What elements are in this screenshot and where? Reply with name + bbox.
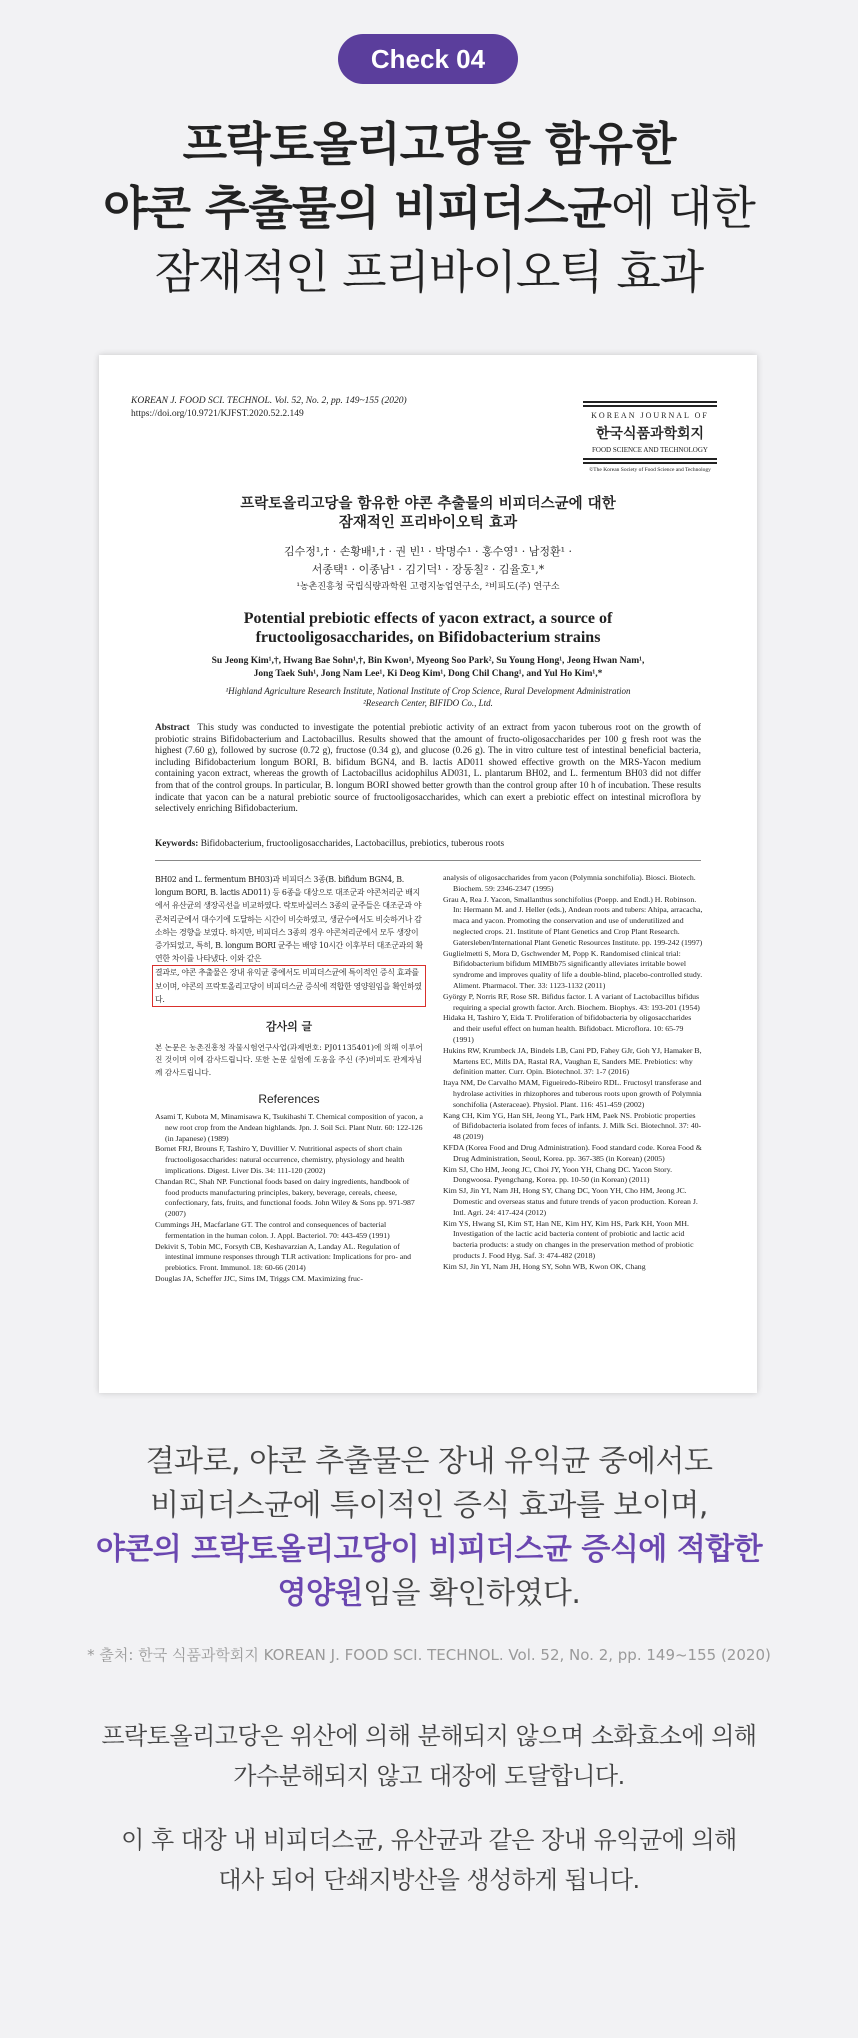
reference-item: Kim SJ, Cho HM, Jeong JC, Choi JY, Yoon YH, Chang DC. Yacon Story. Dongwoosa. Pyengchang, Korea. pp. 10-50 (in Korean) (2011): [443, 1164, 673, 1185]
paper-title-english-line-2: fructooligosaccharides, on Bifidobacterium strains: [255, 629, 601, 646]
abstract-text: This study was conducted to investigate the potential prebiotic activity of an extract from yacon tuberous root on the growth of probiotic strains Bifidobacterium and Lactobacillus. Results showed that the amount of fructo-oligosaccharides per 100 g fresh root was the highest (7.60 g), followed by sucrose (0.72 g), fructose (0.34 g), and glucose (0.26 g). The in vitro culture test of intestinal beneficial bacteria, including Bifidobacterium longum BORI, B. bifidum BGN4, and B. lactis AD011 showed effective growth on the MRS-Yacon medium containing yacon extract, whereas the growth of Lactobacillus acidophilus AD031, L. plantarum BH02, and L. fermentum BH03 did not differ from that of the control groups. In particular, B. longum BORI showed better growth than the control group after 10 h of incubation. These results indicate that yacon can be a natural prebiotic source of fructooligosaccharides, which can exert a prebiotic effect on intestinal microflora by selectively enriching Bifidobacterium.: [155, 723, 701, 815]
reference-item: Bornet FRJ, Brouns F, Tashiro Y, Duvillier V. Nutritional aspects of short chain fructooligosaccharides: natural occurrence, chemistry, physiology and health implications. Digest. Liver Dis. 34: 111-120 (2002): [155, 1144, 405, 1175]
reference-item: Cummings JH, Macfarlane GT. The control and consequences of bacterial fermentation in the human colon. J. Appl. Bacteriol. 70: 443-459 (1991): [155, 1219, 390, 1240]
para2-line-1: 이 후 대장 내 비피더스균, 유산균과 같은 장내 유익균에 의해: [121, 1826, 737, 1854]
reference-item: Kim SJ, Jin YI, Nam JH, Hong SY, Sohn WB, Kwon OK, Chang: [443, 1261, 646, 1271]
acknowledgement-heading: 감사의 글: [265, 1020, 313, 1034]
paper-title-korean-line-1: 프락토올리고당을 함유한 야콘 추출물의 비피더스균에 대한: [240, 496, 616, 512]
headline-line-2-bold: 야콘 추출물의 비피더스균: [103, 181, 611, 235]
body-text-korean: [155, 873, 423, 1007]
right-column: [443, 873, 703, 1272]
reference-item: analysis of oligosaccharides from yacon (Polymnia sonchifolia). Biosci. Biotech. Biochem. 59: 2346-2347 (1995): [443, 873, 696, 893]
journal-reference: [131, 395, 407, 421]
paper-title-english-line-1: Potential prebiotic effects of yacon extract, a source of: [243, 610, 613, 627]
keywords-label: Keywords:: [155, 839, 199, 849]
authors-english-line-2: Jong Taek Suh¹, Jong Nam Lee¹, Ki Deog Kim¹, Dong Chil Chang¹, and Yul Ho Kim¹,*: [253, 669, 603, 679]
explanation-paragraph-2: [0, 1820, 858, 1900]
reference-item: Kim YS, Hwang SI, Kim ST, Han NE, Kim HY, Kim HS, Park KH, Yoon MH. Investigation of the lactic acid bacteria content of probiotic and lactic acid bacteria products: a study on changes in the preservation method of probiotic products J. Food Hyg. Saf. 3: 474-482 (2018): [443, 1218, 694, 1260]
abstract: [155, 723, 701, 816]
highlighted-conclusion-box: 결과로, 야콘 추출물은 장내 유익균 중에서도 비피더스균에 특이적인 증식 효과를 보이며, 야콘의 프락토올리고당이 비피더스균 증식에 적합한 영양원임을 확인하였다.: [152, 965, 426, 1007]
page-headline: [0, 112, 858, 304]
conclusion-text: [0, 1440, 858, 1616]
reference-item: KFDA (Korea Food and Drug Administration). Food standard code. Korea Food & Drug Administration, Seoul, Korea. pp. 367-385 (in Korean) (2005): [443, 1142, 702, 1163]
references-list-left: [155, 1112, 423, 1285]
reference-item: Hukins RW, Krumbeck JA, Bindels LB, Cani PD, Fahey GJr, Goh YJ, Hamaker B, Martens EC, Mills DA, Rastal RA, Vaughan E, Sanders ME. Prebiotics: why definition matter. Curr. Opin. Biotechnol. 37: 1-7 (2016): [443, 1045, 702, 1077]
explanation-paragraph-1: [0, 1716, 858, 1796]
headline-line-1: 프락토올리고당을 함유한: [182, 117, 676, 171]
authors-korean-line-1: 김수정¹,† · 손황배¹,† · 권 빈¹ · 박명수¹ · 홍수영¹ · 남정환¹ ·: [283, 545, 573, 558]
reference-item: György P, Norris RF, Rose SR. Bifidus factor. I. A variant of Lactobacillus bifidus requiring a special growth factor. Arch. Biochem. Biophys. 43: 193-201 (1954): [443, 991, 700, 1012]
reference-item: Itaya NM, De Carvalho MAM, Figueiredo-Ribeiro RDL. Fructosyl transferase and hydrolase activities in rhizophores and tuberous roots upon growth of Polymnia sonchifolia (Asteraceae). Physiol. Plant. 116: 451-459 (2002): [443, 1078, 702, 1109]
paper-title-korean-line-2: 잠재적인 프리바이오틱 효과: [338, 515, 518, 531]
reference-item: Guglielmetti S, Mora D, Gschwender M, Popp K. Randomised clinical trial: Bifidobacterium bifidum MIMBb75 significantly alleviates irritable bowel syndrome and improves quality of life a double-blind, placebo-controlled study. Aliment. Pharmacol. Ther. 33: 1123-1132 (2011): [443, 948, 703, 990]
journal-doi: https://doi.org/10.9721/KJFST.2020.52.2.149: [131, 409, 304, 419]
affiliation-english-line-1: ¹Highland Agriculture Research Institute, National Institute of Crop Science, Rural Development Administration: [225, 686, 631, 696]
affiliation-english: [99, 685, 757, 709]
para2-line-2: 대사 되어 단쇄지방산을 생성하게 됩니다.: [218, 1866, 640, 1894]
journal-logo: [583, 401, 717, 473]
authors-english: [99, 655, 757, 681]
para1-line-2: 가수분해되지 않고 대장에 도달합니다.: [233, 1762, 625, 1790]
references-heading: References: [258, 1092, 320, 1107]
authors-korean: [99, 543, 757, 579]
para1-line-1: 프락토올리고당은 위산에 의해 분해되지 않으며 소화효소에 의해: [101, 1722, 757, 1750]
keywords-text: Bifidobacterium, fructooligosaccharides, Lactobacillus, prebiotics, tuberous roots: [200, 839, 505, 849]
headline-line-2-rest: 에 대한: [610, 181, 755, 235]
reference-item: Chandan RC, Shah NP. Functional foods based on dairy ingredients, handbook of food products manufacturing principles, bakery, beverage, cereals, cheese, confectionary, fats, fruits, and functional foods. John Wiley & Sons pp. 971-987 (2007): [155, 1176, 415, 1219]
authors-english-line-1: Su Jeong Kim¹,†, Hwang Bae Sohn¹,†, Bin Kwon¹, Myeong Soo Park², Su Young Hong¹, Jeong Hwan Nam¹,: [211, 656, 645, 666]
conclusion-line-2: 비피더스균에 특이적인 증식 효과를 보이며,: [150, 1488, 708, 1523]
authors-korean-line-2: 서종택¹ · 이종남¹ · 김기덕¹ · 장동칠² · 김율호¹,*: [311, 563, 545, 576]
acknowledgement-text: 본 논문은 농촌진흥청 작물시험연구사업(과제번호: PJ01135401)에 의해 이루어진 것이며 이에 감사드립니다. 또한 논문 실험에 도움을 주신 (주)비피도 관계자님께 감사드립니다.: [155, 1042, 423, 1077]
conclusion-line-4-highlight: 영양원: [277, 1576, 363, 1611]
affiliation-english-line-2: ²Research Center, BIFIDO Co., Ltd.: [363, 698, 493, 708]
divider: [155, 860, 701, 861]
affiliation-korean: ¹농촌진흥청 국립식량과학원 고령지농업연구소, ²비피도(주) 연구소: [296, 582, 560, 592]
logo-english-title: FOOD SCIENCE AND TECHNOLOGY: [592, 446, 708, 454]
paper-title-english: [99, 609, 757, 647]
paper-title-korean: [99, 495, 757, 533]
conclusion-line-1: 결과로, 야콘 추출물은 장내 유익균 중에서도: [145, 1444, 713, 1479]
paper-excerpt-image: [99, 355, 757, 1393]
conclusion-line-4-rest: 임을 확인하였다.: [363, 1576, 581, 1611]
reference-item: Grau A, Rea J. Yacon, Smallanthus sonchifolius (Poepp. and Endl.) H. Robinson. In: Hermann M. and J. Heller (eds.), Andean roots and tubers: Ahipa, arracacha, maca and yacon. Promoting the conservation and use of underutilized and neglected crops. 21. Institute of Plant Genetics and Crop Plant Research. Gatersleben/International Plant Genetic Resources Institute. pp. 199-242 (1997): [443, 894, 703, 947]
left-column: [155, 873, 423, 1285]
headline-line-3: 잠재적인 프리바이오틱 효과: [154, 245, 704, 299]
reference-item: Asami T, Kubota M, Minamisawa K, Tsukihashi T. Chemical composition of yacon, a new root crop from the Andean highlands. Jpn. J. Soil Sci. Plant Nutr. 60: 122-126 (in Japanese) (1989): [155, 1112, 423, 1143]
check-badge: Check 04: [338, 34, 518, 84]
source-citation: * 출처: 한국 식품과학회지 KOREAN J. FOOD SCI. TECHNOL. Vol. 52, No. 2, pp. 149~155 (2020): [87, 1646, 771, 1664]
logo-korean-title: 한국식품과학회지: [595, 426, 705, 442]
reference-item: Kang CH, Kim YG, Han SH, Jeong YL, Park HM, Paek NS. Probiotic properties of Bifidobacteria isolated from feces of infants. J. Milk Sci. Biotechnol. 37: 40-48 (2019): [443, 1110, 702, 1142]
reference-item: Hidaka H, Tashiro Y, Eida T. Proliferation of bifidobacteria by oligosaccharides and their useful effect on human health. Bifidobact. Microflora. 10: 65-79 (1991): [443, 1013, 692, 1044]
logo-top-text: KOREAN JOURNAL OF: [591, 411, 709, 420]
references-list-right: [443, 873, 703, 1272]
reference-item: Douglas JA, Scheffer JJC, Sims IM, Triggs CM. Maximizing fruc-: [155, 1273, 363, 1283]
reference-item: Dekivit S, Tobin MC, Forsyth CB, Keshavarzian A, Landay AL. Regulation of intestinal immune responses through TLR activation: Implications for pro- and prebiotics. Front. Immunol. 18: 60-66 (2014): [155, 1241, 412, 1273]
journal-citation: KOREAN J. FOOD SCI. TECHNOL. Vol. 52, No. 2, pp. 149~155 (2020): [131, 396, 407, 406]
keywords: [155, 839, 701, 849]
logo-copyright: ©The Korean Society of Food Science and Technology: [589, 467, 711, 473]
abstract-label: Abstract: [155, 723, 190, 733]
conclusion-line-3-highlight: 야콘의 프락토올리고당이 비피더스균 증식에 적합한: [95, 1532, 763, 1567]
body-text-before: BH02 and L. fermentum BH03)과 비피더스 3종(B. bifidum BGN4, B. longum BORI, B. lactis AD011) 등 6종을 대상으로 대조군과 야콘처리군 배지에서 유산균의 생장곡선을 비교하였다. 락토바실러스 3종의 균주들은 대조군과 야콘처리군에서 대수기에 도달하는 시간이 비슷하였고, 생균수에서도 비슷하거나 감소하는 경향을 보였다. 하지만, 비피더스 3종의 경우 야콘처리군에서 모두 생장이 증가되었고, 특히, B. longum BORI 균주는 배양 10시간 이후부터 대조군과의 확연한 차이를 나타냈다. 이와 같은: [155, 875, 423, 964]
reference-item: Kim SJ, Jin YI, Nam JH, Hong SY, Chang DC, Yoon YH, Cho HM, Jeong JC. Domestic and overseas status and future trends of yacon production. Korean J. Intl. Agri. 24: 417-424 (2012): [443, 1186, 698, 1217]
